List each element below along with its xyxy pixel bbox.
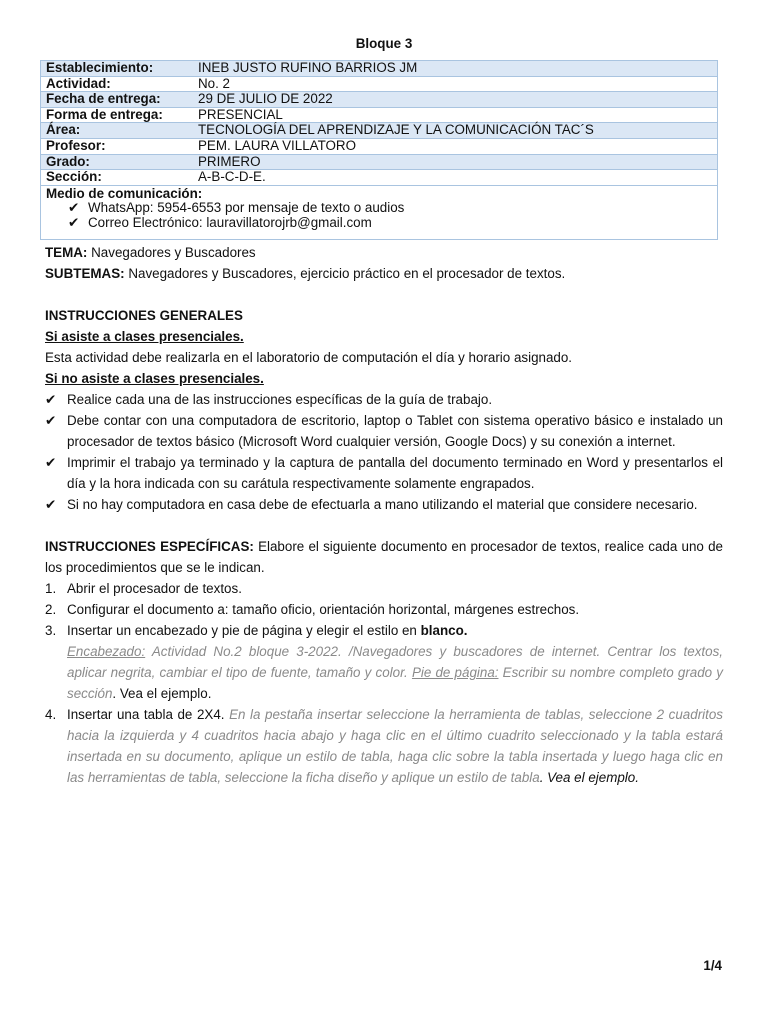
info-row: [41, 123, 717, 139]
info-row: [41, 155, 717, 171]
tema-line: [45, 242, 723, 263]
info-value: TECNOLOGÍA DEL APRENDIZAJE Y LA COMUNICACIÓN TAC´S: [198, 122, 594, 138]
info-value: INEB JUSTO RUFINO BARRIOS JM: [198, 60, 418, 75]
info-label: Fecha de entrega:: [46, 91, 161, 107]
info-value: A-B-C-D-E.: [198, 169, 266, 185]
step-item: [45, 599, 723, 620]
info-value: PRIMERO: [198, 153, 261, 169]
info-label: Grado:: [46, 153, 90, 169]
check-icon: ✔: [45, 497, 57, 512]
especificas-heading: INSTRUCCIONES ESPECÍFICAS:: [45, 539, 254, 554]
list-item: [45, 410, 723, 452]
info-value: PEM. LAURA VILLATORO: [198, 137, 357, 153]
info-label: Actividad:: [46, 75, 111, 91]
list-item-text: Realice cada una de las instrucciones específicas de la guía de trabajo.: [67, 392, 493, 407]
info-row: [41, 139, 717, 155]
step-bold: blanco.: [420, 623, 468, 638]
info-row: [41, 61, 717, 77]
info-table: [40, 60, 718, 240]
asiste-heading: Si asiste a clases presenciales.: [45, 329, 244, 344]
step-item: [45, 620, 723, 704]
info-row: [41, 92, 717, 108]
especificas-paragraph: [45, 536, 723, 578]
info-row: [41, 170, 717, 186]
block-title: Bloque 3: [355, 36, 413, 51]
check-icon: ✔: [45, 413, 57, 428]
list-item-text: Si no hay computadora en casa debe de efectuarla a mano utilizando el material que considere necesario.: [67, 497, 698, 512]
medio-item-text: Correo Electrónico: lauravillatorojrb@gmail.com: [88, 214, 372, 230]
info-label: Establecimiento:: [46, 60, 154, 75]
list-item-text: Imprimir el trabajo ya terminado y la captura de pantalla del documento terminado en Word y presentarlos el día y la hora indicada con su carátula respectivamente solamente engrapados.: [67, 455, 723, 491]
generales-heading: INSTRUCCIONES GENERALES: [45, 308, 243, 323]
document-body: [45, 242, 723, 788]
step-text: Insertar una tabla de 2X4.: [67, 707, 230, 722]
step-number: 1.: [45, 581, 57, 596]
check-icon: ✔: [68, 200, 80, 216]
tema-text: Navegadores y Buscadores: [87, 245, 256, 260]
check-icon: ✔: [45, 455, 57, 470]
list-item: [45, 494, 723, 515]
info-label: Forma de entrega:: [46, 106, 163, 122]
step-tail: . Vea el ejemplo.: [539, 770, 639, 785]
tema-label: TEMA:: [45, 245, 88, 260]
step-text-block: [67, 620, 723, 704]
medio-item-whatsapp: [46, 201, 712, 216]
encabezado-text: Actividad No.2 bloque 3-2022. /Navegadores y buscadores de internet. Centrar los textos, aplicar negrita, cambiar el tipo de fuente, tamaño y color.: [67, 644, 723, 680]
medio-comunicacion: [41, 186, 717, 239]
medio-item-email: [46, 216, 712, 231]
list-item: [45, 452, 723, 494]
subtemas-text: Navegadores y Buscadores, ejercicio práctico en el procesador de textos.: [124, 266, 566, 281]
list-item: [45, 389, 723, 410]
step-gray-text: En la pestaña insertar seleccione la herramienta de tablas, seleccione 2 cuadritos hacia la izquierda y 4 cuadritos hacia abajo y haga clic en el último cuadrito seleccionado y la tabla estará insertada en su documento, aplique un estilo de tabla, haga clic sobre la tabla insertada y luego haga clic en las herramientas de tabla, seleccione la ficha diseño y aplique un estilo de tabla: [67, 707, 723, 785]
check-icon: ✔: [68, 214, 80, 230]
page-number: 1/4: [703, 958, 722, 973]
subtemas-label: SUBTEMAS:: [45, 266, 125, 281]
step-item: [45, 704, 723, 788]
no-asiste-heading: Si no asiste a clases presenciales.: [45, 371, 264, 386]
info-label: Profesor:: [46, 137, 106, 153]
step-text: Insertar un encabezado y pie de página y elegir el estilo en: [67, 623, 421, 638]
step-number: 3.: [45, 623, 57, 638]
step-text: Configurar el documento a: tamaño oficio, orientación horizontal, márgenes estrechos.: [67, 602, 580, 617]
encabezado-label: Encabezado:: [67, 644, 146, 659]
step-item: [45, 578, 723, 599]
info-row: [41, 77, 717, 93]
step-tail: . Vea el ejemplo.: [112, 686, 212, 701]
step-number: 4.: [45, 707, 57, 722]
check-icon: ✔: [45, 392, 57, 407]
pie-text: Escribir su nombre completo grado y sección: [67, 665, 723, 701]
info-row: [41, 108, 717, 124]
step-text-block: [67, 704, 723, 788]
medio-item-text: WhatsApp: 5954-6553 por mensaje de texto o audios: [88, 200, 405, 216]
asiste-text: Esta actividad debe realizarla en el laboratorio de computación el día y horario asignado.: [45, 350, 573, 365]
list-item-text: Debe contar con una computadora de escritorio, laptop o Tablet con sistema operativo básico e instalado un procesador de textos básico (Microsoft Word cualquier versión, Google Docs) y su conexión a internet.: [67, 413, 723, 449]
info-label: Sección:: [46, 169, 102, 185]
info-label: Área:: [46, 122, 81, 138]
step-text: Abrir el procesador de textos.: [67, 581, 242, 596]
medio-label: Medio de comunicación:: [46, 185, 203, 201]
step-number: 2.: [45, 602, 57, 617]
info-value: 29 DE JULIO DE 2022: [198, 91, 333, 107]
subtemas-line: [45, 263, 723, 284]
info-value: No. 2: [198, 75, 231, 91]
pie-label: Pie de página:: [411, 665, 499, 680]
especificas-intro: Elabore el siguiente documento en procesador de textos, realice cada uno de los procedimientos que se le indican.: [45, 539, 723, 575]
info-value: PRESENCIAL: [198, 106, 283, 122]
